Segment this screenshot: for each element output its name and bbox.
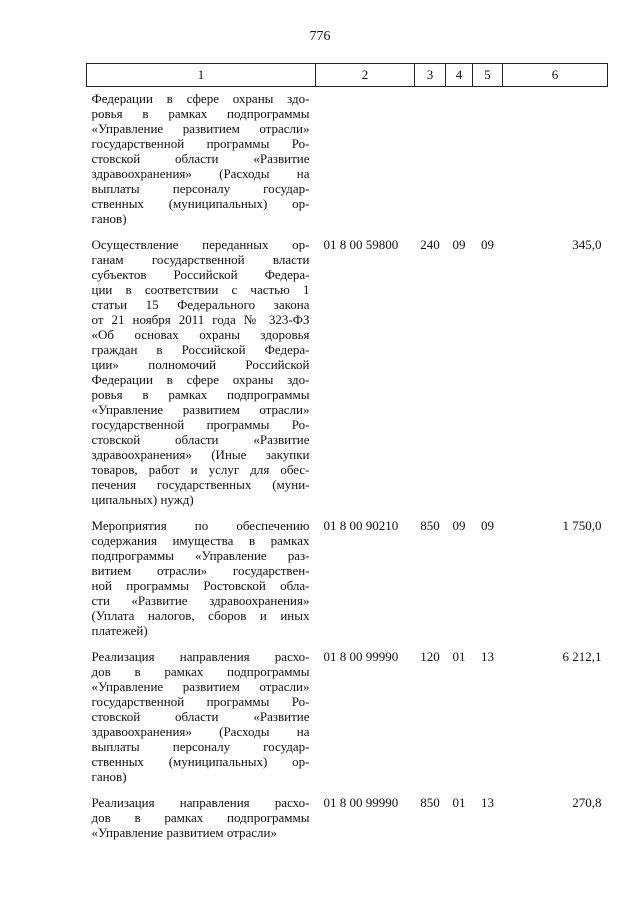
row-col-5: 13	[481, 795, 494, 810]
description-line: государственной программы Ро-	[91, 136, 310, 151]
row-col-4: 01	[452, 795, 466, 810]
header-col-3: 3	[415, 64, 446, 87]
table-body	[87, 87, 608, 848]
description-line: содержания имущества в рамках	[91, 533, 310, 548]
description-line: от 21 ноября 2011 года № 323-ФЗ	[91, 312, 310, 327]
header-col-6: 6	[503, 64, 608, 87]
description-line: подпрограммы «Управление раз-	[91, 548, 310, 563]
description-line: ции» полномочий Российской	[91, 357, 310, 372]
description-line: Федерации в сфере охраны здо-	[91, 372, 310, 387]
description-line: сти «Развитие здравоохранения»	[91, 593, 310, 608]
description-line: Реализация направления расхо-	[91, 649, 310, 664]
description-line: выплаты персоналу государ-	[91, 739, 310, 754]
row-col-4: 09	[452, 518, 466, 533]
description-line: Осуществление переданных ор-	[91, 237, 310, 252]
description-line: ной программы Ростовской обла-	[91, 578, 310, 593]
row-col-5: 09	[481, 237, 494, 252]
description-line: ровья в рамках подпрограммы	[91, 106, 310, 121]
description-line: стовской области «Развитие	[91, 151, 310, 166]
description-line: Федерации в сфере охраны здо-	[91, 91, 310, 106]
description-line: платежей)	[91, 623, 148, 638]
description-line: витием отрасли» государствен-	[91, 563, 310, 578]
description-line: (Уплата налогов, сборов и иных	[91, 608, 310, 623]
table-header-row	[87, 64, 608, 87]
description-line: субъектов Российской Федера-	[91, 267, 310, 282]
header-col-2: 2	[316, 64, 415, 87]
description-line: Мероприятия по обеспечению	[91, 518, 310, 533]
description-line: «Управление развитием отрасли»	[91, 679, 310, 694]
description-line: статьи 15 Федерального закона	[91, 297, 310, 312]
row-amount: 6 212,1	[562, 649, 602, 664]
description-line: товаров, работ и услуг для обес-	[91, 462, 310, 477]
description-line: ципальных) нужд)	[91, 492, 194, 507]
description-line: «Управление развитием отрасли»	[91, 825, 277, 840]
row-description	[87, 791, 316, 847]
description-line: стовской области «Развитие	[91, 432, 310, 447]
description-line: «Управление развитием отрасли»	[91, 402, 310, 417]
table-row	[87, 791, 608, 847]
row-amount: 270,8	[572, 795, 602, 810]
row-code: 01 8 00 59800	[323, 237, 399, 252]
page-number: 776	[309, 29, 331, 44]
description-line: ганов)	[91, 769, 127, 784]
table-row	[87, 514, 608, 645]
description-line: государственной программы Ро-	[91, 694, 310, 709]
row-code: 01 8 00 90210	[323, 518, 399, 533]
row-col-3	[415, 87, 446, 234]
row-col-4: 01	[452, 649, 466, 664]
description-line: «Об основах охраны здоровья	[91, 327, 310, 342]
description-line: государственной программы Ро-	[91, 417, 310, 432]
row-amount: 345,0	[572, 237, 602, 252]
description-line: ровья в рамках подпрограммы	[91, 387, 310, 402]
description-line: ции в соответствии с частью 1	[91, 282, 310, 297]
description-line: печения государственных (муни-	[91, 477, 310, 492]
description-line: здравоохранения» (Расходы на	[91, 724, 310, 739]
row-col-3: 120	[420, 649, 440, 664]
header-col-1: 1	[87, 64, 316, 87]
description-line: дов в рамках подпрограммы	[91, 810, 310, 825]
description-line: дов в рамках подпрограммы	[91, 664, 310, 679]
row-col-3: 240	[420, 237, 440, 252]
budget-table	[86, 63, 608, 847]
row-col-4: 09	[452, 237, 466, 252]
description-line: ганам государственной власти	[91, 252, 310, 267]
header-col-4: 4	[446, 64, 473, 87]
description-line: «Управление развитием отрасли»	[91, 121, 310, 136]
row-col-3: 850	[420, 518, 440, 533]
description-line: ственных (муниципальных) ор-	[91, 196, 310, 211]
row-description	[87, 233, 316, 514]
row-description	[87, 514, 316, 645]
header-col-5: 5	[473, 64, 503, 87]
row-col-5: 09	[481, 518, 494, 533]
row-code: 01 8 00 99990	[323, 795, 399, 810]
row-col-5: 13	[481, 649, 494, 664]
description-line: Реализация направления расхо-	[91, 795, 310, 810]
row-code: 01 8 00 99990	[323, 649, 399, 664]
row-amount: 1 750,0	[562, 518, 602, 533]
description-line: граждан в Российской Федера-	[91, 342, 310, 357]
row-description	[87, 87, 316, 234]
description-line: ганов)	[91, 211, 127, 226]
description-line: здравоохранения» (Иные закупки	[91, 447, 310, 462]
description-line: здравоохранения» (Расходы на	[91, 166, 310, 181]
row-col-5	[473, 87, 503, 234]
description-line: ственных (муниципальных) ор-	[91, 754, 310, 769]
row-col-3: 850	[420, 795, 440, 810]
description-line: выплаты персоналу государ-	[91, 181, 310, 196]
row-col-4	[446, 87, 473, 234]
row-code	[316, 87, 415, 234]
table-row	[87, 87, 608, 234]
table-row	[87, 233, 608, 514]
row-description	[87, 645, 316, 791]
description-line: стовской области «Развитие	[91, 709, 310, 724]
table-row	[87, 645, 608, 791]
row-amount	[503, 87, 608, 234]
